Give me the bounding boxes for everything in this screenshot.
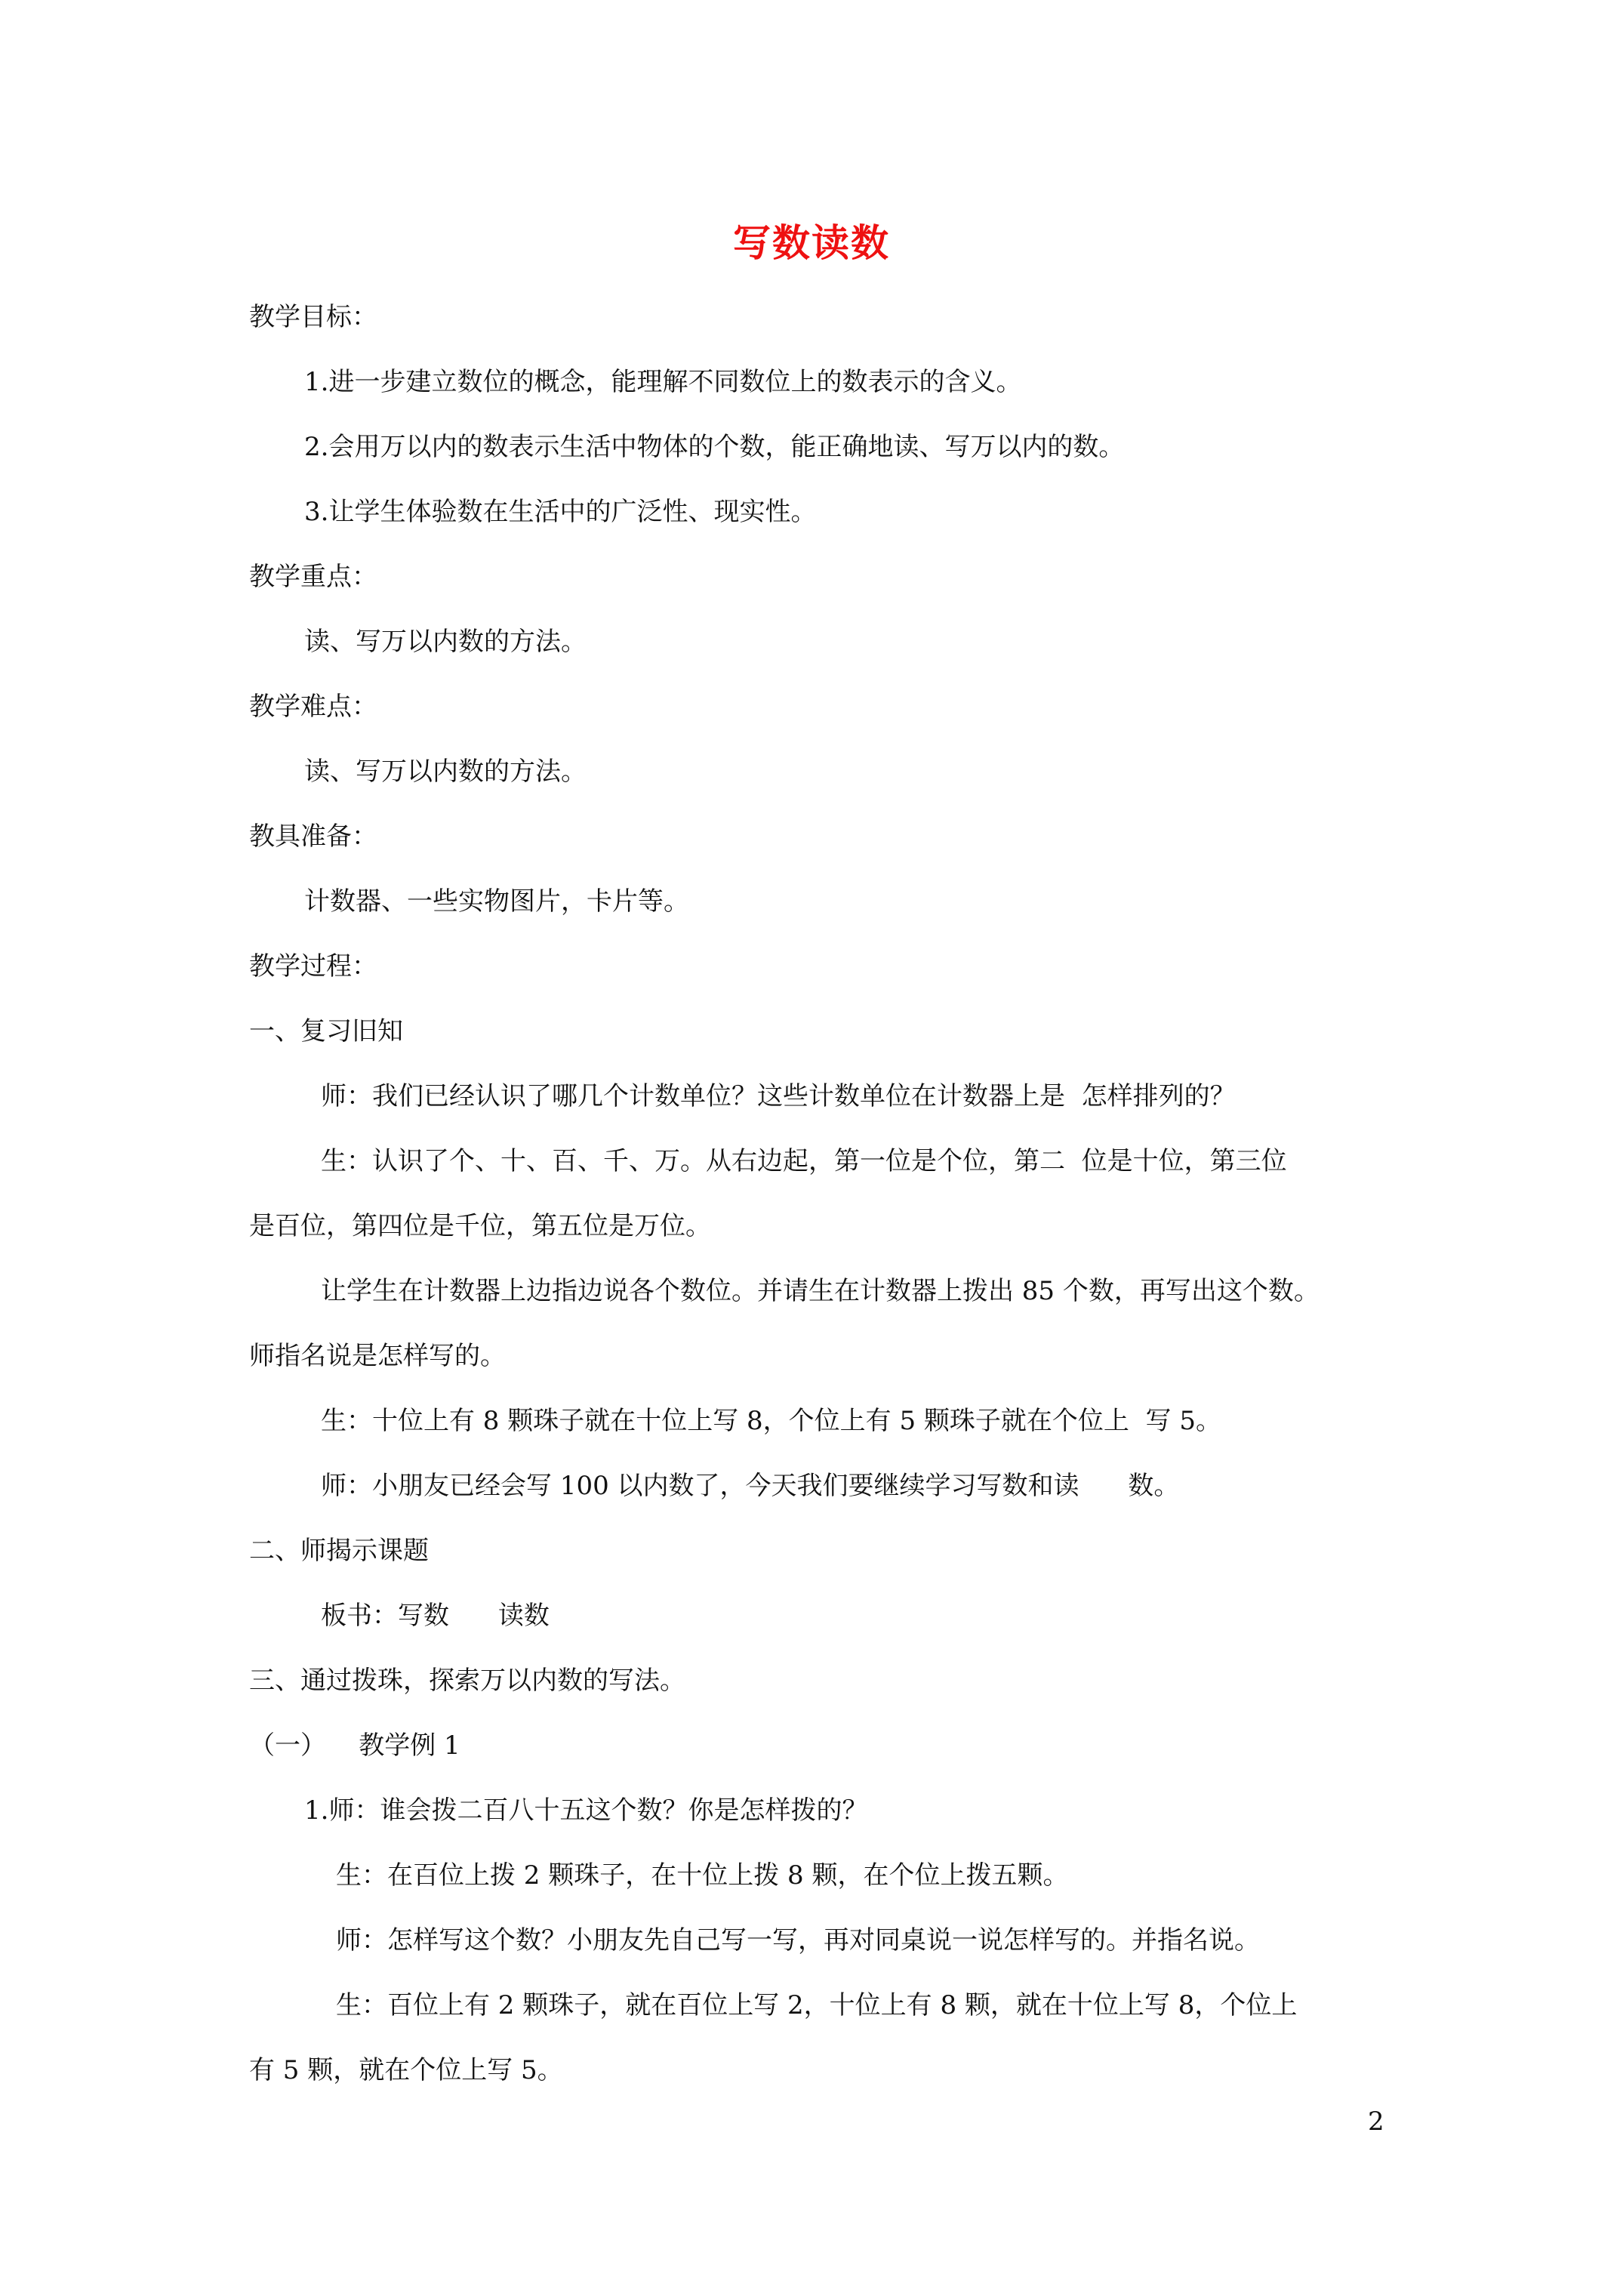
part2-board: 板书：写数 读数 <box>321 1601 550 1631</box>
tools-text: 计数器、一些实物图片，卡片等。 <box>304 886 689 917</box>
part3-question-1: 1.师：谁会拨二百八十五这个数？你是怎样拨的？ <box>304 1795 868 1826</box>
difficulty-heading: 教学难点： <box>249 692 377 722</box>
part3-answer-2b: 有 5 颗，就在个位上写 5。 <box>249 2055 563 2085</box>
page-number: 2 <box>1368 2106 1384 2137</box>
part3-heading: 三、通过拨珠，探索万以内数的写法。 <box>249 1666 685 1696</box>
part1-para-4: 生：十位上有 8 颗珠子就在十位上写 8，个位上有 5 颗珠子就在个位上 写 5。 <box>321 1406 1221 1436</box>
part2-heading: 二、师揭示课题 <box>249 1536 429 1566</box>
part1-para-2b: 是百位，第四位是千位，第五位是万位。 <box>249 1211 711 1241</box>
part1-para-3a: 让学生在计数器上边指边说各个数位。并请生在计数器上拨出 85 个数，再写出这个数。 <box>321 1276 1320 1306</box>
key-text: 读、写万以内数的方法。 <box>304 627 587 657</box>
process-heading: 教学过程： <box>249 951 377 982</box>
tools-heading: 教具准备： <box>249 821 377 852</box>
part3-answer-2a: 生：百位上有 2 颗珠子，就在百位上写 2，十位上有 8 颗，就在十位上写 8，个位上 <box>336 1990 1298 2020</box>
key-heading: 教学重点： <box>249 562 377 592</box>
part1-para-3b: 师指名说是怎样写的。 <box>249 1341 506 1371</box>
objective-1: 1.进一步建立数位的概念，能理解不同数位上的数表示的含义。 <box>304 367 1022 397</box>
part1-para-1: 师：我们已经认识了哪几个计数单位？这些计数单位在计数器上是 怎样排列的？ <box>321 1081 1236 1111</box>
part1-para-2a: 生：认识了个、十、百、千、万。从右边起，第一位是个位，第二 位是十位，第三位 <box>321 1146 1287 1176</box>
objectives-heading: 教学目标： <box>249 302 377 332</box>
part3-question-2: 师：怎样写这个数？小朋友先自己写一写，再对同桌说一说怎样写的。并指名说。 <box>336 1925 1260 1955</box>
part1-heading: 一、复习旧知 <box>249 1016 403 1046</box>
objective-3: 3.让学生体验数在生活中的广泛性、现实性。 <box>304 497 817 527</box>
objective-2: 2.会用万以内的数表示生活中物体的个数，能正确地读、写万以内的数。 <box>304 432 1125 462</box>
part3-subheading: （一） 教学例 1 <box>249 1730 460 1761</box>
difficulty-text: 读、写万以内数的方法。 <box>304 757 587 787</box>
part1-para-5: 师：小朋友已经会写 100 以内数了，今天我们要继续学习写数和读 数。 <box>321 1471 1180 1501</box>
part3-answer-1: 生：在百位上拨 2 颗珠子，在十位上拨 8 颗，在个位上拨五颗。 <box>336 1860 1069 1891</box>
page-title: 写数读数 <box>733 221 890 265</box>
